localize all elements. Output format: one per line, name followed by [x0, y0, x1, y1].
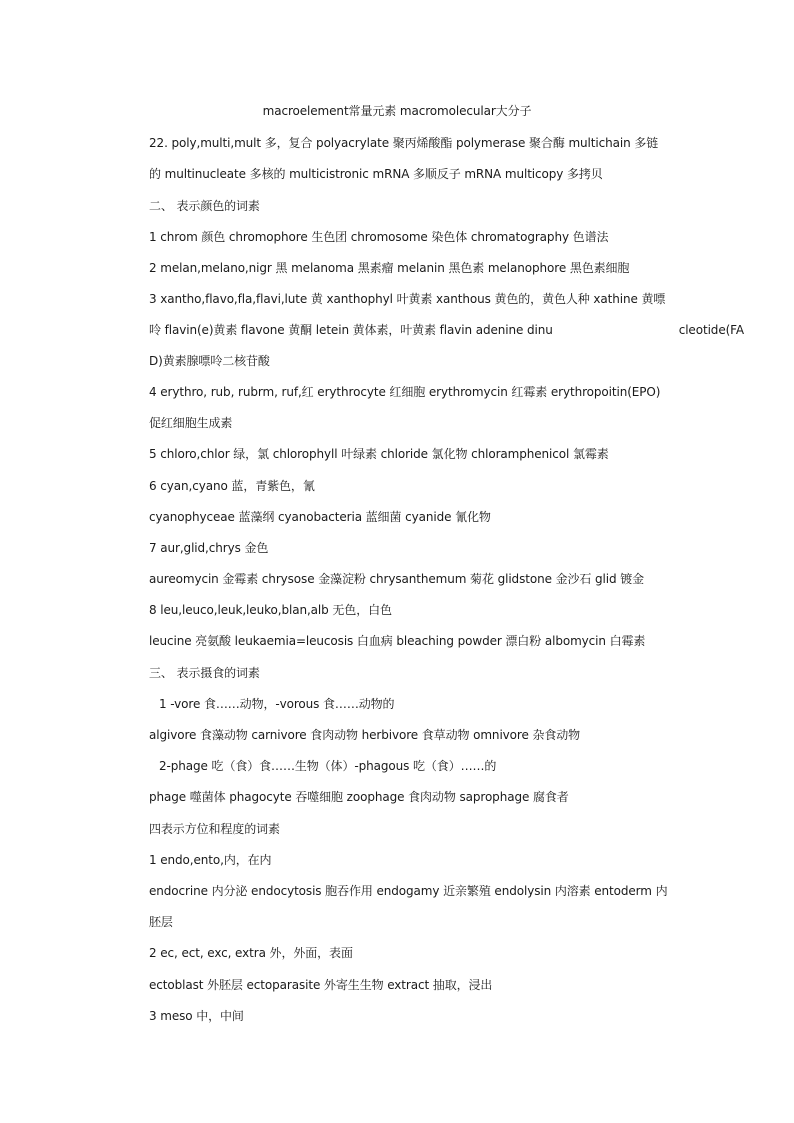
section-heading: 四表示方位和程度的词素: [149, 822, 280, 836]
text-line: algivore 食藻动物 carnivore 食肉动物 herbivore 食草动物 omnivore 杂食动物: [149, 728, 581, 742]
text-line: 4 erythro, rub, rubrm, ruf,红 erythrocyte 红细胞 erythromycin 红霉素 erythropoitin(EPO): [149, 385, 661, 399]
text-line: 6 cyan,cyano 蓝，青紫色，氰: [149, 479, 315, 493]
text-line: 促红细胞生成素: [149, 416, 233, 430]
text-line: 1 chrom 颜色 chromophore 生色团 chromosome 染色体 chromatography 色谱法: [149, 230, 609, 244]
text-line: 3 meso 中，中间: [149, 1009, 244, 1023]
text-line: 呤 flavin(e)黄素 flavone 黄酮 letein 黄体素，叶黄素 flavin adenine dinu: [149, 323, 553, 337]
text-line: 胚层: [149, 915, 173, 929]
text-line: endocrine 内分泌 endocytosis 胞吞作用 endogamy 近亲繁殖 endolysin 内溶素 entoderm 内: [149, 884, 668, 898]
text-line: 22. poly,multi,mult 多，复合 polyacrylate 聚丙烯酸酯 polymerase 聚合酶 multichain 多链: [149, 136, 659, 150]
text-line: phage 噬菌体 phagocyte 吞噬细胞 zoophage 食肉动物 saprophage 腐食者: [149, 790, 569, 804]
text-line: 3 xantho,flavo,fla,flavi,lute 黄 xanthophyl 叶黄素 xanthous 黄色的，黄色人种 xathine 黄嘌: [149, 292, 666, 306]
section-heading: 二、 表示颜色的词素: [149, 199, 260, 213]
text-line: 5 chloro,chlor 绿，氯 chlorophyll 叶绿素 chloride 氯化物 chloramphenicol 氯霉素: [149, 447, 609, 461]
text-line: leucine 亮氨酸 leukaemia=leucosis 白血病 bleaching powder 漂白粉 albomycin 白霉素: [149, 634, 646, 648]
text-line: 8 leu,leuco,leuk,leuko,blan,alb 无色，白色: [149, 603, 392, 617]
text-line-continuation: cleotide(FA: [678, 323, 744, 337]
text-line: cyanophyceae 蓝藻纲 cyanobacteria 蓝细菌 cyanide 氰化物: [149, 510, 491, 524]
text-line: 7 aur,glid,chrys 金色: [149, 541, 269, 555]
section-heading: 三、 表示摄食的词素: [149, 666, 260, 680]
text-line: 的 multinucleate 多核的 multicistronic mRNA 多顺反子 mRNA multicopy 多拷贝: [149, 167, 603, 181]
text-line: 2 ec, ect, exc, extra 外，外面，表面: [149, 946, 353, 960]
text-line: 1 -vore 食……动物，-vorous 食……动物的: [159, 697, 395, 711]
text-line: aureomycin 金霉素 chrysose 金藻淀粉 chrysanthemum 菊花 glidstone 金沙石 glid 镀金: [149, 572, 644, 586]
text-line: D)黄素腺嘌呤二核苷酸: [149, 354, 270, 368]
text-line: 2-phage 吃（食）食……生物（体）-phagous 吃（食）……的: [159, 759, 497, 773]
text-line: 2 melan,melano,nigr 黑 melanoma 黑素瘤 melanin 黑色素 melanophore 黑色素细胞: [149, 261, 630, 275]
text-line: ectoblast 外胚层 ectoparasite 外寄生生物 extract 抽取，浸出: [149, 978, 493, 992]
text-line: macroelement常量元素 macromolecular大分子: [262, 104, 532, 118]
text-line: 1 endo,ento,内，在内: [149, 853, 272, 867]
